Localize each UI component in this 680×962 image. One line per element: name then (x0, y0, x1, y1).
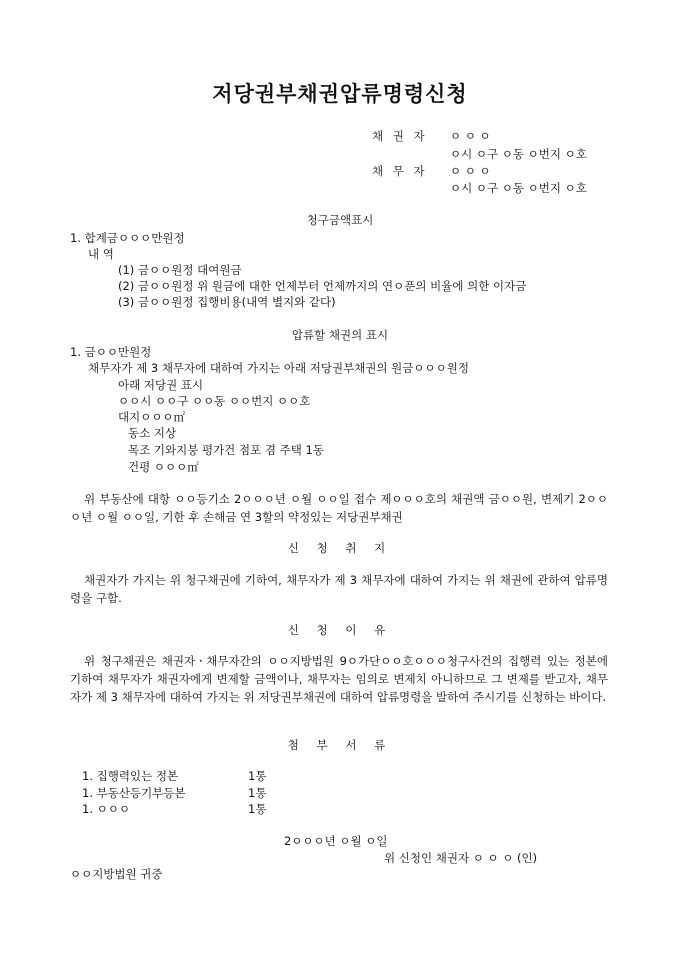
building-desc: 목조 기와지붕 평가건 점포 겸 주택 1동 (128, 443, 324, 457)
building-place: 동소 지상 (128, 426, 177, 440)
reason-heading: 신 청 이 유 (287, 623, 393, 637)
application-date: 2ㅇㅇㅇ년 ㅇ월 ㅇ일 (284, 834, 388, 848)
debtor-address: ㅇ시 ㅇ구 ㅇ동 ㅇ번지 ㅇ호 (450, 181, 587, 195)
attachment-name: 1. 집행력있는 정본 (82, 769, 179, 783)
seized-heading: 압류할 채권의 표시 (291, 328, 389, 342)
claim-item: (3) 금ㅇㅇ원정 집행비용(내역 별지와 같다) (118, 295, 336, 309)
attachment-count: 1통 (248, 769, 267, 783)
attachments-heading: 첨 부 서 류 (287, 738, 393, 752)
seized-amount: 1. 금ㅇㅇ만원정 (70, 345, 152, 359)
claim-item: (2) 금ㅇㅇ원정 위 원금에 대한 언제부터 언제까지의 연ㅇ푼의 비율에 의한 이자금 (118, 279, 527, 293)
claim-heading: 청구금액표시 (306, 213, 374, 227)
attachment-name: 1. 부동산등기부등본 (82, 786, 186, 800)
purpose-text: 채권자가 가지는 위 청구채권에 기하여, 채무자가 제 3 채무자에 대하여 가지는 위 채권에 관하여 압류명령을 구함. (70, 573, 608, 605)
claim-breakdown-label: 내 역 (88, 247, 114, 261)
attachment-name: 1. ㅇㅇㅇ (82, 802, 130, 816)
debtor-label: 채 무 자 (372, 164, 428, 178)
attachment-count: 1통 (248, 802, 267, 816)
claim-item: (1) 금ㅇㅇ원정 대여원금 (118, 263, 242, 277)
purpose-heading: 신 청 취 지 (287, 541, 393, 555)
reason-text: 위 청구채권은 채권자ㆍ채무자간의 ㅇㅇ지방법원 9ㅇ가단ㅇㅇ호ㅇㅇㅇ청구사건의 집행력 있는 정본에 기하여 채무자가 채권자에게 변제할 금액이나, 채무자는 임의로 변제치 아니하므로 그 변제를 받고자, 채무자가 제 3 채무자에 대하여 가지는 위 저당권부채권에 대하여 압류명령을 발하여 주시기를 신청하는 바이다. (70, 654, 608, 704)
page-title: 저당권부채권압류명령신청 (212, 81, 468, 106)
mortgage-label: 아래 저당권 표시 (118, 378, 204, 392)
applicant-signature: 위 신청인 채권자 ㅇ ㅇ ㅇ (인) (384, 851, 538, 865)
creditor-label: 채 권 자 (372, 129, 428, 143)
seized-note: 위 부동산에 대항 ㅇㅇ등기소 2ㅇㅇㅇ년 ㅇ월 ㅇㅇ일 접수 제ㅇㅇㅇ호의 채권액 금ㅇㅇ원, 변제기 2ㅇㅇㅇ년 ㅇ월 ㅇㅇ일, 기한 후 손해금 연 3할의 약정있는 저당권부채권 (70, 492, 608, 524)
court-recipient: ㅇㅇ지방법원 귀중 (70, 867, 163, 881)
claim-total: 1. 합계금ㅇㅇㅇ만원정 (70, 231, 185, 245)
debtor-name: ㅇ ㅇ ㅇ (450, 164, 491, 178)
attachment-count: 1통 (248, 786, 267, 800)
floor-area: 건평 ㅇㅇㅇ㎡ (128, 460, 199, 474)
seized-desc: 채무자가 제 3 채무자에 대하여 가지는 아래 저당권부채권의 원금ㅇㅇㅇ원정 (88, 361, 469, 375)
creditor-name: ㅇ ㅇ ㅇ (450, 129, 491, 143)
property-location: ㅇㅇ시 ㅇㅇ구 ㅇㅇ동 ㅇㅇ번지 ㅇㅇ호 (118, 394, 311, 408)
creditor-address: ㅇ시 ㅇ구 ㅇ동 ㅇ번지 ㅇ호 (450, 147, 587, 161)
property-land: 대지ㅇㅇㅇ㎡ (118, 410, 186, 424)
